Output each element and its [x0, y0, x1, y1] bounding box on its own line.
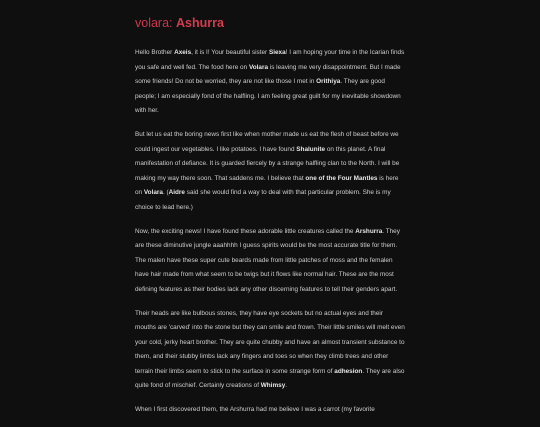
bold-text: Orithiya	[316, 78, 341, 86]
text-run: . They are also quite fond of mischief. Certainly creations of	[135, 367, 405, 390]
text-run: .	[285, 382, 288, 390]
bold-text: adhesion	[334, 367, 363, 375]
bold-text: Whimsy	[260, 382, 286, 390]
bold-text: Siexa	[268, 49, 286, 56]
text-run: Hello Brother	[135, 49, 175, 56]
text-run: . They are good people; I am especially fond of the halfling. I am feeling great guilt for my inevitable showdown with her.	[135, 78, 401, 115]
bold-text: Volara	[248, 63, 268, 71]
paragraph	[135, 46, 405, 119]
text-run: When I first discovered them, the Arshurra had me believe I was a carrot (my favorite	[135, 406, 375, 414]
bold-text: Aidre	[168, 189, 185, 197]
bold-text: Axeis	[174, 49, 192, 56]
text-run: ! I am hoping your time in the Icarian finds you safe and well fed. The food here on	[135, 49, 405, 71]
text-run: But let us eat the boring news first like when mother made us eat the flesh of beast before we could ingest our vegetables. I like potatoes. I have found	[135, 130, 399, 153]
post-title	[135, 12, 405, 34]
paragraph	[135, 128, 405, 216]
post-title-prefix: volara:	[135, 16, 176, 30]
paragraph	[135, 403, 405, 418]
bold-text: Volara	[143, 189, 163, 197]
text-run: , it is I! Your beautiful sister	[191, 49, 269, 56]
post-title-name: Ashurra	[176, 16, 224, 30]
post-body	[135, 46, 405, 418]
paragraph	[135, 307, 405, 395]
bold-text: one of the Four Mantles	[305, 174, 378, 182]
post	[135, 12, 405, 427]
bold-text: Arshurra	[355, 227, 383, 235]
text-run: is leaving me very disappointment. But I made some friends! Do not be worried, they are not like those I met in	[135, 63, 401, 86]
text-run: said she would find a way to deal with that particular problem. She is my choice to lead here.)	[135, 189, 391, 211]
bold-text: Shalunite	[296, 145, 326, 153]
paragraph	[135, 225, 405, 298]
text-run: Now, the exciting news! I have found these adorable little creatures called the	[135, 227, 356, 235]
text-run: . (	[162, 189, 169, 197]
text-run: Their heads are like bulbous stones, they have eye sockets but no actual eyes and their mouths are 'carved' into the stone but they can smile and frown. Their little smiles will melt even your cold, jerky heart brother. They are quite chubby and have an almost transient substance to them, and their stubby limbs lack any fingers and toes so when they climb trees and other terrain their limbs seem to stick to the surface in some strange form of	[135, 309, 405, 375]
text-run: . They are these diminutive jungle aaahhhh I guess spirits would be the most accurate title for them. The malen have these super cute beards made from little patches of moss and the femalen have hair made from what seem to be twigs but it flows like normal hair. These are the most defining features as their bodies lack any other discerning features to tell their genders apart.	[135, 227, 400, 293]
text-run: on this planet. A final manifestation of defiance. It is guarded fiercely by a strange halfling clan to the North. I will be making my way there soon. That saddens me. I believe that	[135, 145, 400, 182]
text-run: is here on	[135, 174, 399, 197]
